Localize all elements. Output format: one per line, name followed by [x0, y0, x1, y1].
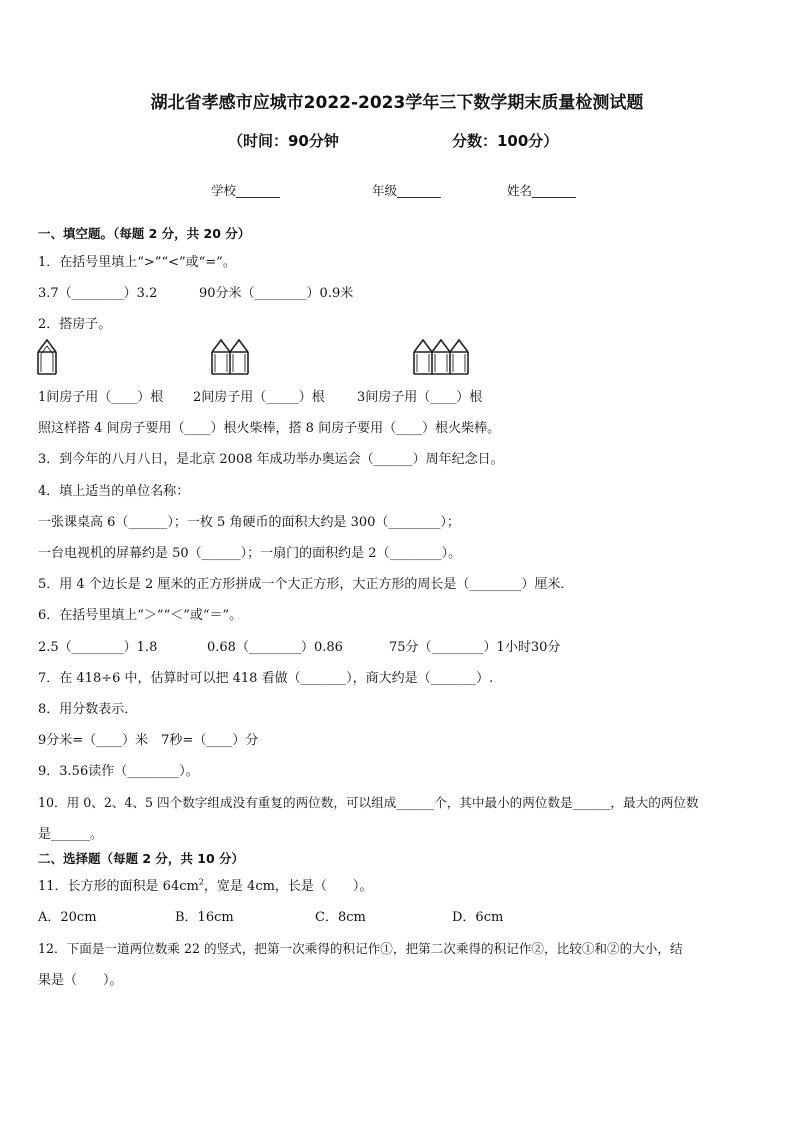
option-d: D．6cm: [452, 910, 504, 925]
question-3: 3．到今年的八月八日，是北京 2008 年成功举办奥运会（______）周年纪念日。: [38, 452, 504, 467]
question-11: [38, 875, 372, 894]
question-7: 7．在 418÷6 中，估算时可以把 418 看做（_______），商大约是（_______）.: [38, 671, 494, 686]
question-12-line-1: 12．下面是一道两位数乘 22 的竖式，把第一次乘得的积记作①，把第二次乘得的积记作②，比较①和②的大小，结: [38, 941, 683, 956]
option-c: C．8cm: [315, 910, 366, 925]
question-2b: 2间房子用（_____）根: [193, 390, 325, 405]
question-6c: 75分（________）1小时30分: [389, 640, 561, 655]
house-2-figure: [212, 340, 248, 374]
question-8a: 9分米=（____）米 7秒=（____）分: [38, 733, 259, 748]
question-1b: 90分米（________）0.9米: [199, 286, 354, 301]
question-8: 8．用分数表示．: [38, 702, 138, 717]
question-4b: 一台电视机的屏幕约是 50（______）；一扇门的面积约是 2（________）。: [38, 546, 462, 561]
section-fill-heading: 一、填空题。（每题 2 分，共 20 分）: [38, 226, 251, 241]
question-1a: 3.7（________）3.2: [38, 286, 158, 301]
question-10-line-1: 10．用 0、2、4、5 四个数字组成没有重复的两位数，可以组成______个，其中最小的两位数是______，最大的两位数: [38, 795, 699, 810]
grade-field: 年级_______: [372, 183, 441, 198]
option-b: B．16cm: [175, 910, 234, 925]
question-2a: 1间房子用（____）根: [38, 390, 164, 405]
house-1-figure: [38, 340, 56, 374]
option-a: A．20cm: [38, 910, 97, 925]
question-11-text: 11．长方形的面积是 64cm: [38, 879, 199, 894]
question-4: 4．填上适当的单位名称：: [38, 484, 190, 499]
house-3-figure: [414, 340, 468, 374]
section-choice-heading: 二、选择题（每题 2 分，共 10 分）: [38, 851, 245, 866]
exam-time: （时间：90分钟: [228, 132, 339, 150]
page-title: 湖北省孝感市应城市2022-2023学年三下数学期末质量检测试题: [150, 93, 644, 113]
question-2: 2．搭房子。: [38, 317, 112, 332]
question-11-exponent: 2: [198, 877, 204, 887]
question-5: 5．用 4 个边长是 2 厘米的正方形拼成一个大正方形，大正方形的周长是（________）厘米．: [38, 577, 574, 592]
question-10-line-2: 是______。: [38, 827, 104, 842]
question-12-line-2: 果是（ ）。: [38, 973, 123, 988]
school-field: 学校_______: [211, 183, 280, 198]
matchstick-houses-figure: [0, 336, 794, 376]
question-1: 1．在括号里填上“>”“<”或“=”。: [38, 255, 236, 270]
question-2c: 3间房子用（____）根: [357, 390, 483, 405]
question-6b: 0.68（________）0.86: [207, 640, 343, 655]
question-4a: 一张课桌高 6（______）；一枚 5 角硬币的面积大约是 300（________）；: [38, 515, 460, 530]
question-9: 9．3.56读作（________）。: [38, 764, 199, 779]
question-6a: 2.5（________）1.8: [38, 640, 158, 655]
question-2d: 照这样搭 4 间房子要用（____）根火柴棒，搭 8 间房子要用（____）根火柴棒。: [38, 421, 501, 436]
question-11-text-end: ，宽是 4cm，长是（ ）。: [203, 879, 373, 894]
question-6: 6．在括号里填上“＞”“＜”或“＝”。: [38, 608, 243, 623]
name-field: 姓名_______: [507, 183, 576, 198]
exam-score: 分数：100分）: [452, 132, 559, 150]
